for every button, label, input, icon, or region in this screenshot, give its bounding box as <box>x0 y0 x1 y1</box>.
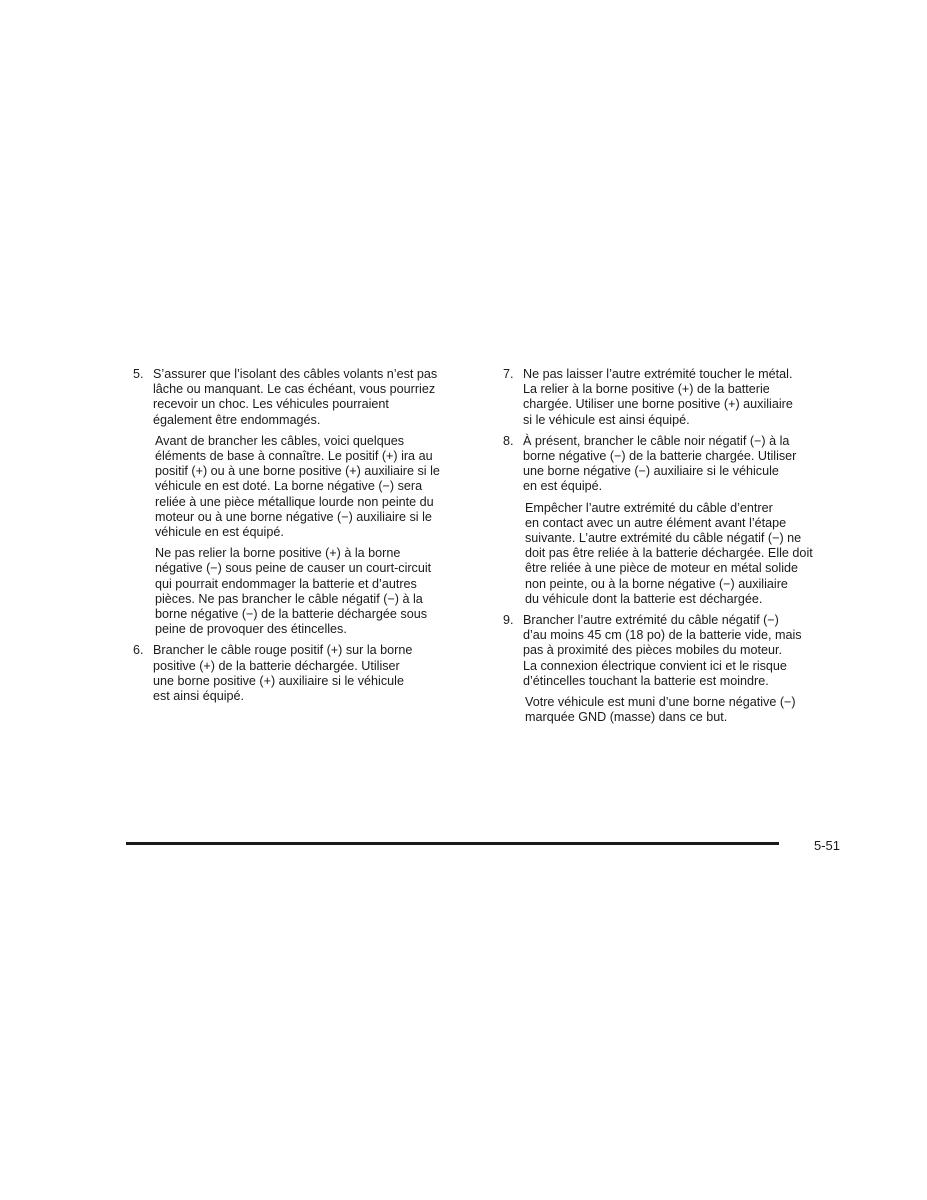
text-line: lâche ou manquant. Le cas échéant, vous pourriez <box>153 382 436 397</box>
list-item-9 <box>503 613 838 689</box>
text-line: véhicule en est équipé. <box>155 525 284 540</box>
text-line: suivante. L’autre extrémité du câble négatif (−) ne <box>525 531 802 546</box>
text-line: éléments de base à connaître. Le positif (+) ira au <box>155 449 433 464</box>
text-line: du véhicule dont la batterie est déchargée. <box>525 591 763 606</box>
item-number: 5. <box>133 367 144 381</box>
footer-divider <box>126 842 779 845</box>
text-line: À présent, brancher le câble noir négatif (−) à la <box>523 433 790 448</box>
item-number: 8. <box>503 433 514 448</box>
list-item-5 <box>133 367 468 428</box>
text-line: Ne pas laisser l’autre extrémité toucher le métal. <box>523 367 793 381</box>
text-line: recevoir un choc. Les véhicules pourraient <box>153 397 389 412</box>
text-line: Votre véhicule est muni d’une borne négative (−) <box>525 695 796 710</box>
text-line: d’étincelles touchant la batterie est moindre. <box>523 673 769 688</box>
text-line: chargée. Utiliser une borne positive (+) auxiliaire <box>523 397 793 412</box>
item-number: 9. <box>503 613 514 628</box>
list-item-7 <box>503 367 838 428</box>
text-line: si le véhicule est ainsi équipé. <box>523 412 690 427</box>
text-line: Brancher l’autre extrémité du câble négatif (−) <box>523 613 779 628</box>
paragraph <box>155 434 468 540</box>
list-item-8 <box>503 434 838 495</box>
text-line: Avant de brancher les câbles, voici quelques <box>155 433 404 448</box>
text-line: non peinte, ou à la borne négative (−) auxiliaire <box>525 576 788 591</box>
text-line: positive (+) de la batterie déchargée. Utiliser <box>153 658 400 673</box>
text-line: une borne positive (+) auxiliaire si le véhicule <box>153 673 404 688</box>
text-line: doit pas être reliée à la batterie déchargée. Elle doit <box>525 546 813 561</box>
text-line: une borne négative (−) auxiliaire si le véhicule <box>523 464 779 479</box>
paragraph <box>155 546 468 637</box>
list-item-6 <box>133 643 468 704</box>
text-line: borne négative (−) de la batterie déchargée sous <box>155 607 427 622</box>
paragraph <box>525 695 838 725</box>
text-line: négative (−) sous peine de causer un court-circuit <box>155 561 432 576</box>
left-column <box>133 367 468 710</box>
item-number: 7. <box>503 367 514 381</box>
text-line: également être endommagés. <box>153 412 321 427</box>
text-line: être reliée à une pièce de moteur en métal solide <box>525 561 799 576</box>
right-column <box>503 367 838 731</box>
text-line: moteur ou à une borne négative (−) auxiliaire si le <box>155 509 432 524</box>
text-line: Empêcher l’autre extrémité du câble d’entrer <box>525 500 773 515</box>
text-line: borne négative (−) de la batterie chargée. Utiliser <box>523 449 797 464</box>
text-line: pas à proximité des pièces mobiles du moteur. <box>523 643 783 658</box>
text-line: qui pourrait endommager la batterie et d’autres <box>155 576 417 591</box>
text-line: Brancher le câble rouge positif (+) sur la borne <box>153 643 413 658</box>
text-line: d’au moins 45 cm (18 po) de la batterie vide, mais <box>523 628 802 643</box>
text-line: en contact avec un autre élément avant l’étape <box>525 515 787 530</box>
text-line: reliée à une pièce métallique lourde non peinte du <box>155 494 434 509</box>
text-line: est ainsi équipé. <box>153 689 245 704</box>
text-line: véhicule en est doté. La borne négative (−) sera <box>155 479 423 494</box>
text-line: positif (+) ou à une borne positive (+) auxiliaire si le <box>155 464 440 479</box>
page-number: 5-51 <box>814 838 841 853</box>
text-line: marquée GND (masse) dans ce but. <box>525 710 728 725</box>
text-line: peine de provoquer des étincelles. <box>155 622 347 637</box>
text-line: pièces. Ne pas brancher le câble négatif (−) à la <box>155 591 423 606</box>
text-line: La connexion électrique convient ici et le risque <box>523 658 787 673</box>
text-line: S’assurer que l’isolant des câbles volants n’est pas <box>153 367 438 381</box>
item-number: 6. <box>133 643 144 658</box>
paragraph <box>525 501 838 607</box>
text-line: La relier à la borne positive (+) de la batterie <box>523 382 770 397</box>
text-line: en est équipé. <box>523 479 603 494</box>
text-line: Ne pas relier la borne positive (+) à la borne <box>155 546 401 561</box>
